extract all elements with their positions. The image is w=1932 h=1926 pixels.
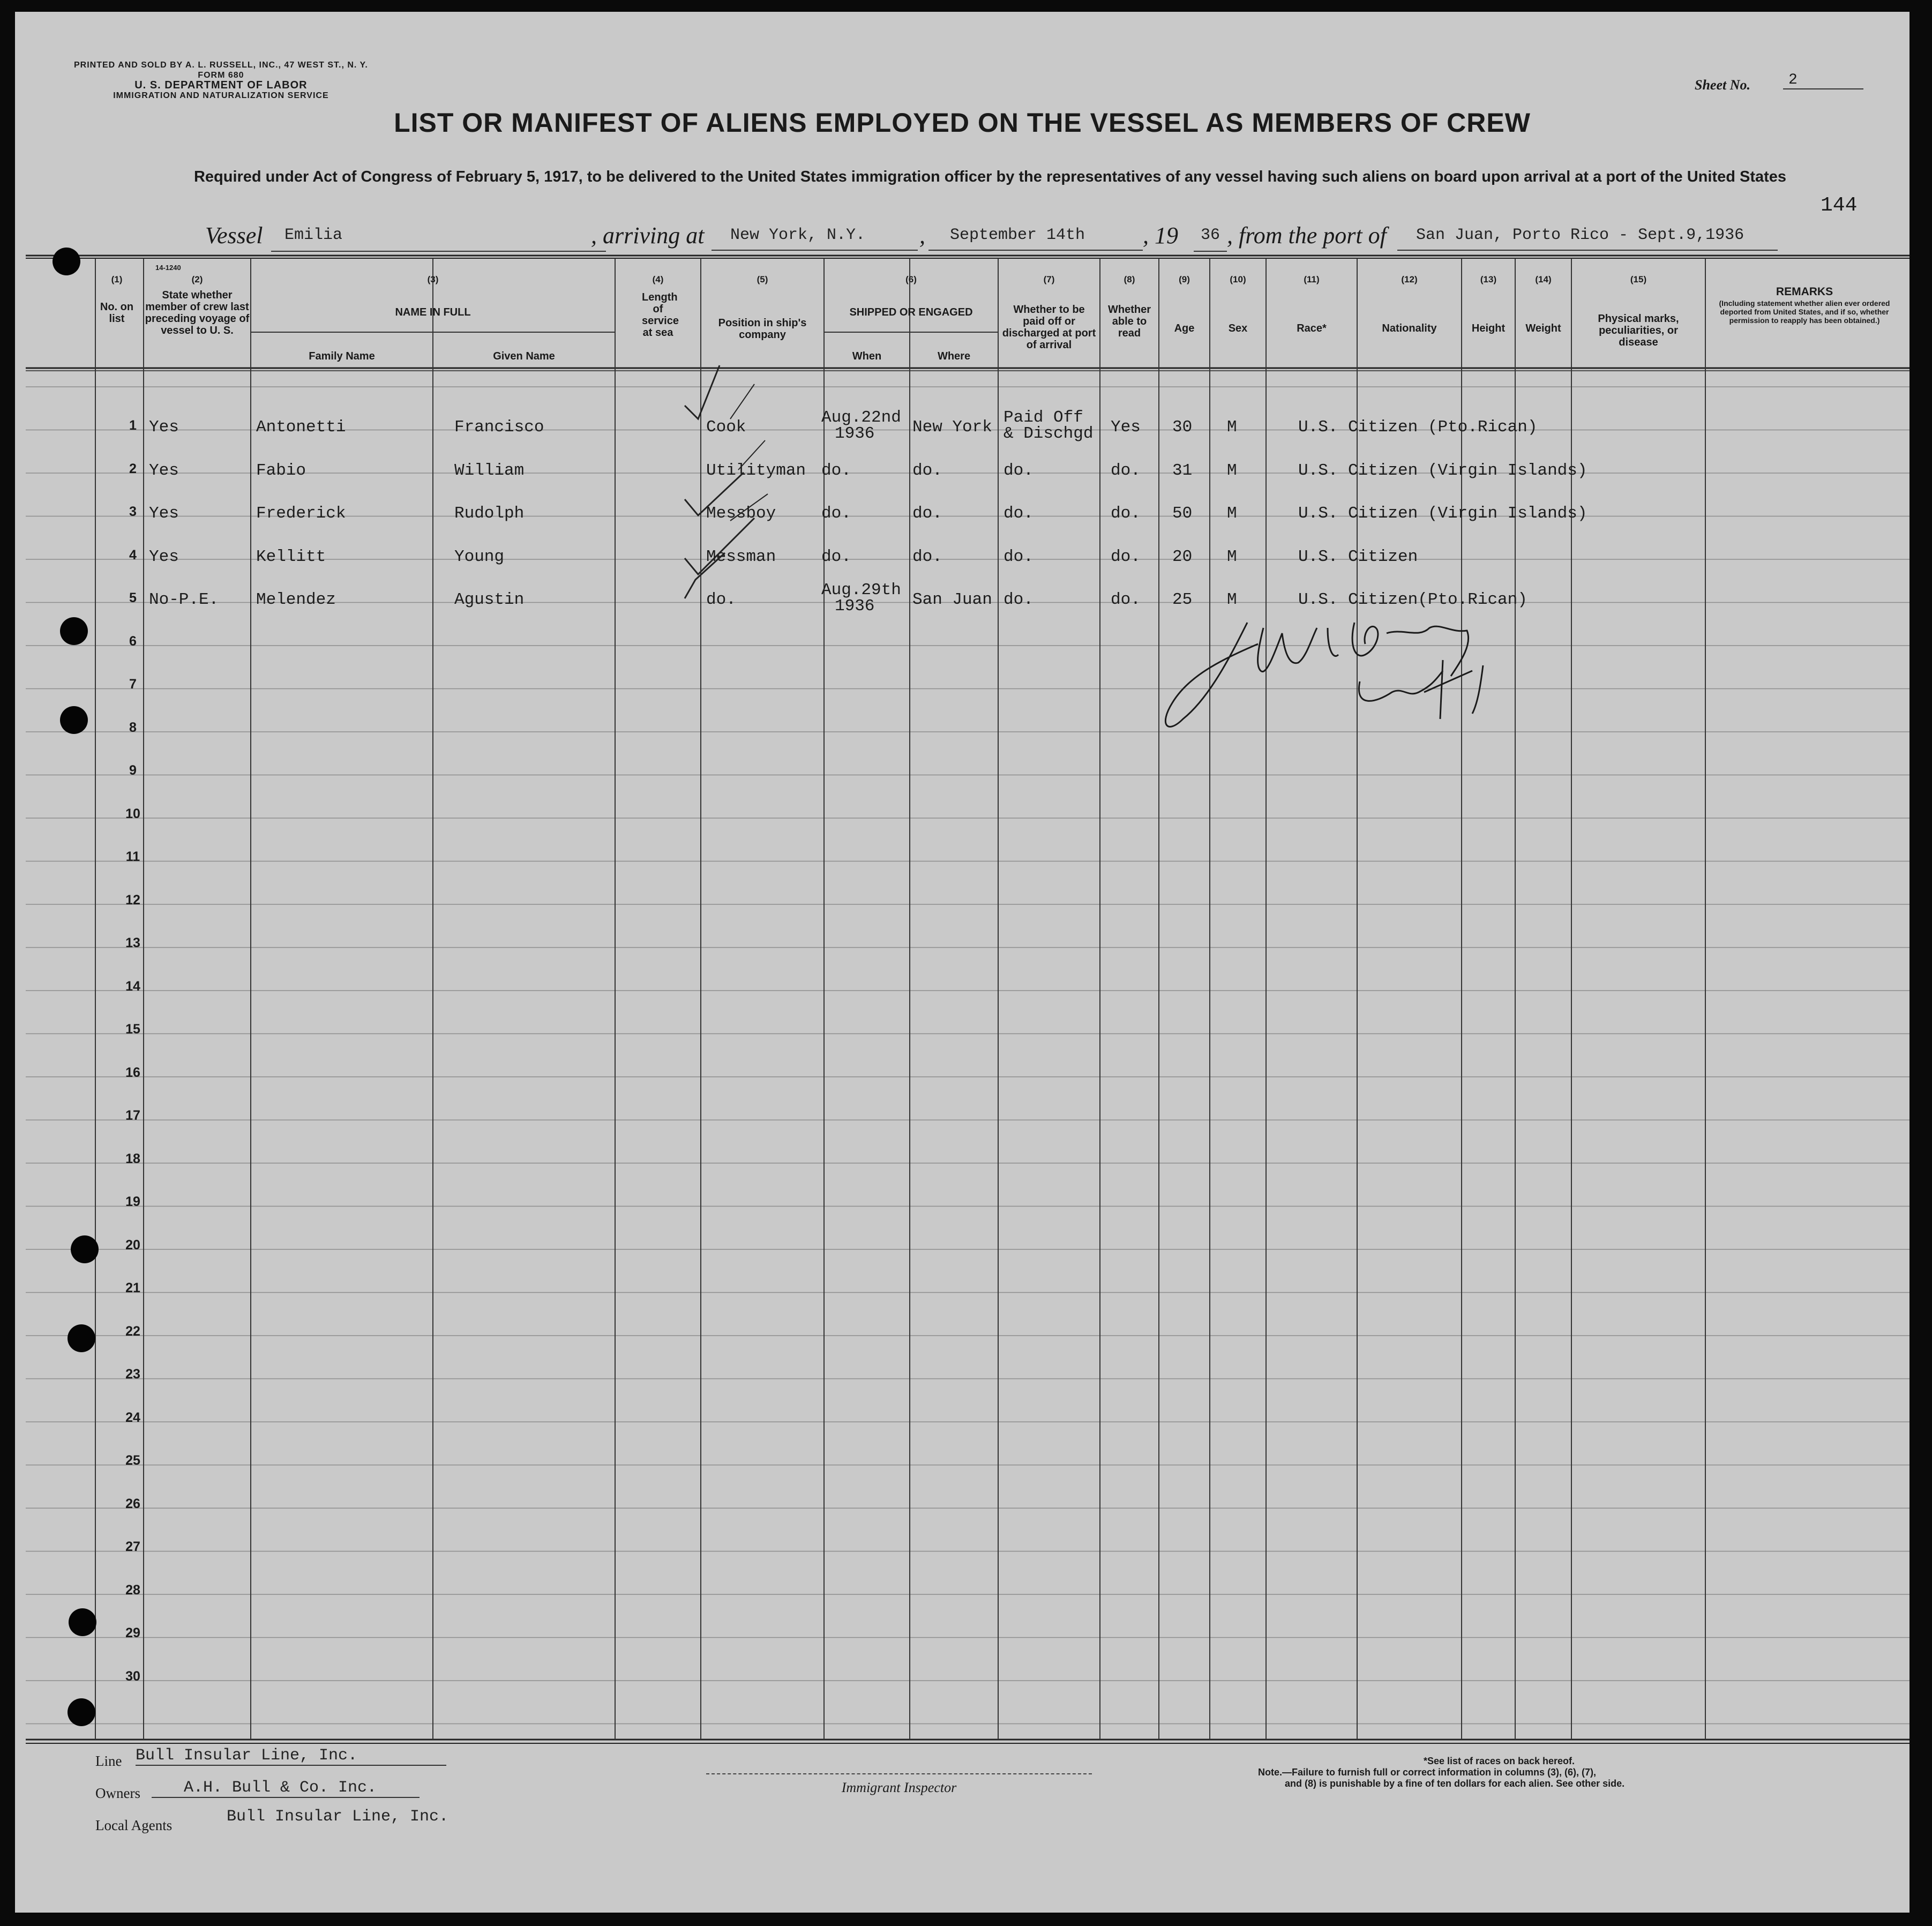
punch-hole — [60, 617, 88, 645]
cell-age: 50 — [1172, 504, 1193, 523]
cell-age: 30 — [1172, 418, 1193, 437]
cell-prev: Yes — [149, 461, 179, 480]
col9-header: Age — [1174, 323, 1195, 334]
col4-header: Length of service at sea — [642, 291, 679, 339]
col12-header: Nationality — [1382, 323, 1437, 334]
col3b-header: Given Name — [493, 350, 555, 362]
cell-age: 31 — [1172, 461, 1193, 480]
row-number: 4 — [129, 547, 137, 563]
punch-hole — [69, 1608, 96, 1636]
cell-race: U.S. Citizen (Virgin Islands) — [1298, 504, 1587, 523]
cell-when1: do. — [821, 547, 851, 566]
punch-hole — [60, 706, 88, 734]
cell-paid1: do. — [1004, 547, 1034, 566]
arriving-label: , arriving at — [591, 222, 705, 249]
cell-where: San Juan — [912, 590, 992, 609]
cell-sex: M — [1227, 418, 1237, 437]
note-penalty-2: and (8) is punishable by a fine of ten dollars for each alien. See other side. — [1285, 1778, 1625, 1789]
cell-where: do. — [912, 461, 942, 480]
cell-given: Young — [454, 547, 505, 566]
cell-position: Utilityman — [706, 461, 806, 480]
row-number: 26 — [125, 1496, 140, 1511]
col8-number: (8) — [1124, 274, 1135, 284]
cell-paid2: & Dischgd — [1004, 424, 1094, 443]
row-number: 10 — [125, 806, 140, 821]
col15-header: Physical marks, peculiarities, or disease — [1598, 313, 1679, 348]
col8-header: Whether able to read — [1108, 304, 1151, 339]
note-penalty-1: Note.—Failure to furnish full or correct information in columns (3), (6), (7), — [1258, 1767, 1597, 1778]
cell-paid1: do. — [1004, 504, 1034, 523]
cell-age: 25 — [1172, 590, 1193, 609]
line-label: Line — [95, 1753, 122, 1769]
cell-read: do. — [1111, 590, 1141, 609]
row-number: 28 — [125, 1582, 140, 1598]
cell-given: Agustin — [454, 590, 525, 609]
printer-line-2: FORM 680 — [198, 71, 244, 80]
arriving-port: New York, N.Y. — [712, 226, 918, 251]
year-prefix: , 19 — [1143, 222, 1178, 249]
inspector-signature-line — [706, 1773, 1092, 1774]
cell-family: Kellitt — [256, 547, 326, 566]
col1-number: (1) — [111, 274, 123, 284]
punch-hole — [53, 248, 80, 275]
cell-race: U.S. Citizen(Pto.Rican) — [1298, 590, 1527, 609]
col11-header: Race* — [1297, 323, 1327, 334]
cell-where: do. — [912, 547, 942, 566]
row-number: 9 — [129, 763, 137, 778]
cell-family: Melendez — [256, 590, 336, 609]
printer-line-4: IMMIGRATION AND NATURALIZATION SERVICE — [113, 91, 329, 100]
col10-number: (10) — [1230, 274, 1246, 284]
col9-number: (9) — [1179, 274, 1190, 284]
manifest-sheet: PRINTED AND SOLD BY A. L. RUSSELL, INC., 47 WEST ST., N. Y. FORM 680 U. S. DEPARTMENT OF LABOR IMMIGRATION AND NATURALIZATION SERVICE Sheet No. 2 LIST OR MANIFEST OF ALIENS EMPLOYED ON THE VESSEL AS MEMBERS OF CREW Required under Act of Congress of February 5, 1917, to be delivered to the United States immigration officer by the representatives of any vessel having such aliens on board upon arrival at a port of the United States 144 Vessel Emilia , arriving at New York, N.Y. , September 14th , 19 36 , from the port of San Juan, Porto Rico - Sept.9,1936 14-1240 (1) No. on list (2) State whether member of crew last preceding voyage of vessel to U. S. (3) NAME IN FULL Family Name Given Name (4) Length of service at sea (5) Position in ship's company (6) SHIPPED OR ENGAGED When Where (7) Whether to be paid off or discharged at port of arrival (8) Whether able to read (9) Age (10) Sex (11) Race* (12) Nationality (13) Height (14) Weight (15) Physical marks, peculiarities, or disease REMARKS (Including statement whether alien ever ordered deported from United States, and if so, whether permission to reapply has been obtained.) 1 2 3 4 5 6 7 8 9 10 11 12 13 14 15 16 17 18 19 20 21 22 23 24 25 26 27 28 29 30 Yes Antonetti Francisco Cook Aug.22nd 1936 New York Paid Off & Dischgd Yes 30 M U.S. Citizen (Pto.Rican) Yes Fabio William Utilityman do. do. do. do. 31 M U.S. Citizen (Virgin Islands) Yes Frederick Rudolph Messboy do. do. do. do. 50 M U.S. Citizen (Virgin Islands) Yes Kellitt Young Messman do. do. do. do. 20 M U.S. Citizen No-P.E. Melendez Agustin do. Aug.29th 1936 San Juan do. do. 25 M U.S. Citizen(Pto.Rican) Line Bull Insular Line, Inc. Owners A.H. Bull & Co. Inc. Local Agents Bull Insular Line, Inc. Immigrant Inspector *See list of races on back hereof. Note.—Failure to furnish full or correct information in columns (3), (6), (7), and (8) is punishable by a fine of ten dollars for each alien. See other side. — [15, 12, 1909, 1913]
punch-hole — [71, 1235, 99, 1263]
col5-number: (5) — [757, 274, 768, 284]
cell-read: do. — [1111, 504, 1141, 523]
line-value: Bull Insular Line, Inc. — [136, 1747, 446, 1766]
cell-sex: M — [1227, 504, 1237, 523]
row-number: 14 — [125, 978, 140, 994]
col2-header: State whether member of crew last preceding voyage of vessel to U. S. — [145, 289, 250, 336]
col7-number: (7) — [1043, 274, 1055, 284]
col6b-header: Where — [937, 350, 971, 362]
row-number: 24 — [125, 1410, 140, 1425]
port-label: , from the port of — [1227, 222, 1387, 249]
cell-prev: Yes — [149, 547, 179, 566]
col5-header: Position in ship's company — [718, 317, 807, 341]
row-number: 30 — [125, 1668, 140, 1684]
inspector-signature — [1151, 612, 1515, 746]
col3-number: (3) — [427, 274, 439, 284]
col12-number: (12) — [1401, 274, 1418, 284]
cell-read: Yes — [1111, 418, 1141, 437]
cell-family: Frederick — [256, 504, 346, 523]
cell-when2: 1936 — [835, 424, 875, 443]
cell-when1: do. — [821, 504, 851, 523]
row-number: 23 — [125, 1367, 140, 1382]
row-number: 15 — [125, 1022, 140, 1037]
row-number: 5 — [129, 590, 137, 605]
cell-read: do. — [1111, 461, 1141, 480]
row-number: 11 — [125, 849, 140, 864]
col6a-header: When — [852, 350, 882, 362]
note-races: *See list of races on back hereof. — [1423, 1756, 1575, 1766]
cell-age: 20 — [1172, 547, 1193, 566]
arrival-date: September 14th — [928, 226, 1143, 251]
col10-header: Sex — [1228, 323, 1248, 334]
cell-when1: Aug.22nd — [821, 408, 901, 427]
remarks-header: REMARKS — [1776, 286, 1833, 298]
remarks-subheader: (Including statement whether alien ever ordered deported from United States, and if so, whether permission to reapply has been obtained.) — [1719, 299, 1890, 325]
col4-number: (4) — [652, 274, 664, 284]
col13-header: Height — [1471, 323, 1506, 334]
col11-number: (11) — [1304, 274, 1320, 284]
cell-prev: No-P.E. — [149, 590, 219, 609]
cell-read: do. — [1111, 547, 1141, 566]
vessel-label: Vessel — [205, 222, 263, 249]
col1-header: No. on list — [100, 301, 134, 325]
col3a-header: Family Name — [309, 350, 375, 362]
vessel-name: Emilia — [271, 226, 606, 252]
row-number: 2 — [129, 461, 137, 476]
cell-where: do. — [912, 504, 942, 523]
cell-paid1: do. — [1004, 461, 1034, 480]
cell-paid1: Paid Off — [1004, 408, 1083, 427]
cell-race: U.S. Citizen (Virgin Islands) — [1298, 461, 1587, 480]
cell-position: Messman — [706, 547, 776, 566]
row-number: 13 — [125, 935, 140, 950]
cell-when1: Aug.29th — [821, 581, 901, 599]
cell-when2: 1936 — [835, 597, 875, 616]
cell-family: Antonetti — [256, 418, 346, 437]
cell-given: Rudolph — [454, 504, 525, 523]
row-number: 27 — [125, 1539, 140, 1554]
owners-value: A.H. Bull & Co. Inc. — [152, 1779, 420, 1798]
cell-race: U.S. Citizen (Pto.Rican) — [1298, 418, 1538, 437]
page-title: LIST OR MANIFEST OF ALIENS EMPLOYED ON THE VESSEL AS MEMBERS OF CREW — [394, 108, 1531, 138]
cell-prev: Yes — [149, 504, 179, 523]
row-number: 1 — [129, 418, 137, 433]
row-number: 25 — [125, 1453, 140, 1468]
cell-position: Messboy — [706, 504, 776, 523]
row-number: 29 — [125, 1625, 140, 1640]
cell-position: Cook — [706, 418, 746, 437]
printer-line-3: U. S. DEPARTMENT OF LABOR — [134, 79, 308, 91]
col14-number: (14) — [1535, 274, 1552, 284]
row-number: 16 — [125, 1065, 140, 1080]
agents-label: Local Agents — [95, 1817, 173, 1833]
agents-value: Bull Insular Line, Inc. — [227, 1808, 449, 1826]
owners-label: Owners — [95, 1785, 140, 1801]
col2-number: (2) — [191, 274, 203, 284]
row-number: 17 — [125, 1108, 140, 1123]
cell-given: William — [454, 461, 525, 480]
cell-sex: M — [1227, 590, 1237, 609]
printer-line-1: PRINTED AND SOLD BY A. L. RUSSELL, INC., 47 WEST ST., N. Y. — [74, 61, 368, 70]
cell-where: New York — [912, 418, 992, 437]
row-number: 12 — [125, 892, 140, 908]
col14-header: Weight — [1525, 323, 1561, 334]
row-number: 7 — [129, 677, 137, 692]
sheet-number-value: 2 — [1783, 72, 1863, 89]
table-grid — [15, 12, 1909, 1913]
cell-given: Francisco — [454, 418, 544, 437]
row-number: 20 — [125, 1237, 140, 1253]
col6-number: (6) — [905, 274, 917, 284]
col13-number: (13) — [1480, 274, 1497, 284]
departure-port: San Juan, Porto Rico - Sept.9,1936 — [1397, 226, 1778, 251]
col3-header: NAME IN FULL — [395, 306, 471, 318]
form-code: 14-1240 — [155, 264, 181, 272]
cell-family: Fabio — [256, 461, 306, 480]
row-number: 21 — [125, 1280, 140, 1295]
cell-when1: do. — [821, 461, 851, 480]
cell-race: U.S. Citizen — [1298, 547, 1418, 566]
check-marks — [674, 355, 845, 601]
col6-header: SHIPPED OR ENGAGED — [849, 306, 973, 318]
row-number: 3 — [129, 504, 137, 519]
col15-number: (15) — [1630, 274, 1647, 284]
punch-hole — [68, 1324, 95, 1352]
cell-prev: Yes — [149, 418, 179, 437]
punch-hole — [68, 1698, 95, 1726]
cell-sex: M — [1227, 547, 1237, 566]
page-number: 144 — [1821, 194, 1858, 217]
page-subtitle: Required under Act of Congress of February 5, 1917, to be delivered to the United States immigration officer by the representatives of any vessel having such aliens on board upon arrival at a port of the United States — [193, 168, 1787, 185]
row-number: 8 — [129, 720, 137, 735]
row-number: 19 — [125, 1194, 140, 1209]
col7-header: Whether to be paid off or discharged at port of arrival — [1002, 304, 1096, 351]
row-number: 6 — [129, 633, 137, 649]
cell-position: do. — [706, 590, 736, 609]
inspector-label: Immigrant Inspector — [841, 1780, 957, 1795]
sheet-number-label: Sheet No. — [1695, 77, 1750, 93]
cell-paid1: do. — [1004, 590, 1034, 609]
cell-sex: M — [1227, 461, 1237, 480]
arrival-year: 36 — [1194, 226, 1227, 252]
row-number: 18 — [125, 1151, 140, 1166]
row-number: 22 — [125, 1323, 140, 1339]
